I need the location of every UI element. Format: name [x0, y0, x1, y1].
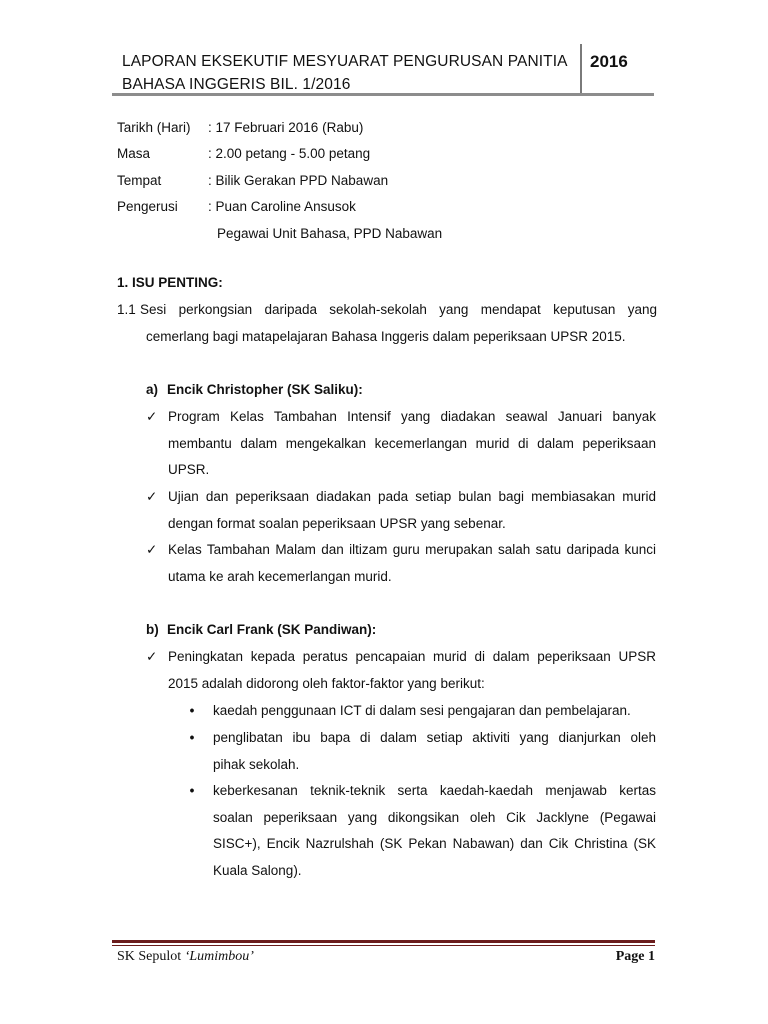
- bullet-item: [185, 778, 656, 884]
- check-line: UPSR.: [168, 462, 210, 477]
- item-text-line1: Sesi perkongsian daripada sekolah-sekolah yang mendapat keputusan yang: [140, 302, 657, 317]
- check-text: [168, 404, 656, 484]
- check-line: membantu dalam mengekalkan kecemerlangan murid di dalam peperiksaan: [168, 435, 656, 451]
- page-header: [112, 44, 654, 96]
- bullet-line: penglibatan ibu bapa di dalam setiap aktiviti yang dianjurkan oleh: [213, 730, 656, 745]
- subsection-b-heading: [146, 617, 376, 644]
- check-line: Program Kelas Tambahan Intensif yang diadakan seawal Januari banyak: [168, 409, 656, 424]
- header-divider-horizontal: [112, 93, 654, 96]
- meta-row-place: [117, 167, 657, 194]
- check-icon: ✓: [146, 649, 158, 664]
- bullet-line: soalan peperiksaan yang dikongsikan oleh Cik Jacklyne (Pegawai: [213, 809, 656, 825]
- bullet-line: Kuala Salong).: [213, 862, 302, 878]
- meta-value: : Bilik Gerakan PPD Nabawan: [208, 172, 389, 188]
- check-line: Peningkatan kepada peratus pencapaian murid di dalam peperiksaan UPSR: [168, 649, 656, 664]
- check-item: [146, 404, 656, 484]
- header-title-line1: LAPORAN EKSEKUTIF MESYUARAT PENGURUSAN PANITIA: [122, 53, 568, 70]
- meta-row-chair: [117, 194, 657, 221]
- footer-school-name: SK Sepulot: [117, 949, 185, 964]
- check-icon: ✓: [146, 409, 158, 424]
- header-title: [122, 50, 577, 96]
- footer-school-motto: ‘Lumimbou’: [184, 949, 254, 964]
- item-number: 1.1: [117, 302, 136, 317]
- meta-row-time: [117, 141, 657, 168]
- check-text: [168, 484, 656, 537]
- subsection-letter: a): [146, 382, 159, 397]
- check-icon: ✓: [146, 542, 158, 557]
- bullet-line: keberkesanan teknik-teknik serta kaedah-kaedah menjawab kertas: [213, 783, 656, 798]
- meta-label: Pengerusi: [117, 199, 178, 215]
- check-text: [168, 537, 656, 590]
- bullet-text: [213, 698, 656, 725]
- bullet-line: kaedah penggunaan ICT di dalam sesi pengajaran dan pembelajaran.: [213, 703, 631, 718]
- check-item: [146, 644, 656, 697]
- subsection-name: Encik Christopher (SK Saliku):: [167, 382, 363, 397]
- meeting-details: [117, 114, 657, 247]
- bullet-icon: •: [189, 730, 195, 745]
- meta-value: : 17 Februari 2016 (Rabu): [208, 119, 364, 135]
- check-icon: ✓: [146, 489, 158, 504]
- bullet-item: [185, 725, 656, 778]
- footer-page-number: Page 1: [615, 949, 655, 964]
- bullet-icon: •: [189, 703, 195, 718]
- check-item: [146, 484, 656, 537]
- item-1-1: [117, 297, 657, 350]
- check-line: Ujian dan peperiksaan diadakan pada setiap bulan bagi membiasakan murid: [168, 489, 656, 504]
- meta-label: Masa: [117, 146, 151, 162]
- check-item: [146, 537, 656, 590]
- meta-chair-position: Pegawai Unit Bahasa, PPD Nabawan: [217, 225, 443, 241]
- check-line: 2015 adalah didorong oleh faktor-faktor yang berikut:: [168, 675, 485, 691]
- footer-divider-thick: [112, 940, 655, 943]
- header-divider-vertical: [580, 44, 582, 96]
- bullet-line: pihak sekolah.: [213, 756, 300, 772]
- meta-label: Tarikh (Hari): [117, 119, 191, 135]
- subsection-name: Encik Carl Frank (SK Pandiwan):: [167, 622, 377, 637]
- subsection-letter: b): [146, 622, 159, 637]
- bullet-icon: •: [189, 783, 195, 798]
- check-line: utama ke arah kecemerlangan murid.: [168, 568, 392, 584]
- check-line: dengan format soalan peperiksaan UPSR yang sebenar.: [168, 515, 506, 531]
- check-text: [168, 644, 656, 697]
- bullet-text: [213, 725, 656, 778]
- meta-value: : 2.00 petang - 5.00 petang: [208, 146, 371, 162]
- meta-label: Tempat: [117, 172, 162, 188]
- item-text-line2: cemerlang bagi matapelajaran Bahasa Inggeris dalam peperiksaan UPSR 2015.: [146, 328, 626, 344]
- meta-value: : Puan Caroline Ansusok: [208, 199, 356, 215]
- section-title: 1. ISU PENTING:: [117, 275, 223, 290]
- check-line: Kelas Tambahan Malam dan iltizam guru merupakan salah satu daripada kunci: [168, 542, 656, 557]
- header-year: 2016: [590, 52, 628, 71]
- subsection-a-heading: [146, 377, 363, 404]
- header-title-line2: BAHASA INGGERIS BIL. 1/2016: [122, 76, 351, 93]
- footer-divider-thin: [112, 945, 655, 946]
- bullet-line: SISC+), Encik Nazrulshah (SK Pekan Nabawan) dan Cik Christina (SK: [213, 836, 656, 851]
- meta-row-date: [117, 114, 657, 141]
- bullet-item: [185, 698, 656, 725]
- footer-school: [117, 949, 254, 965]
- bullet-text: [213, 778, 656, 884]
